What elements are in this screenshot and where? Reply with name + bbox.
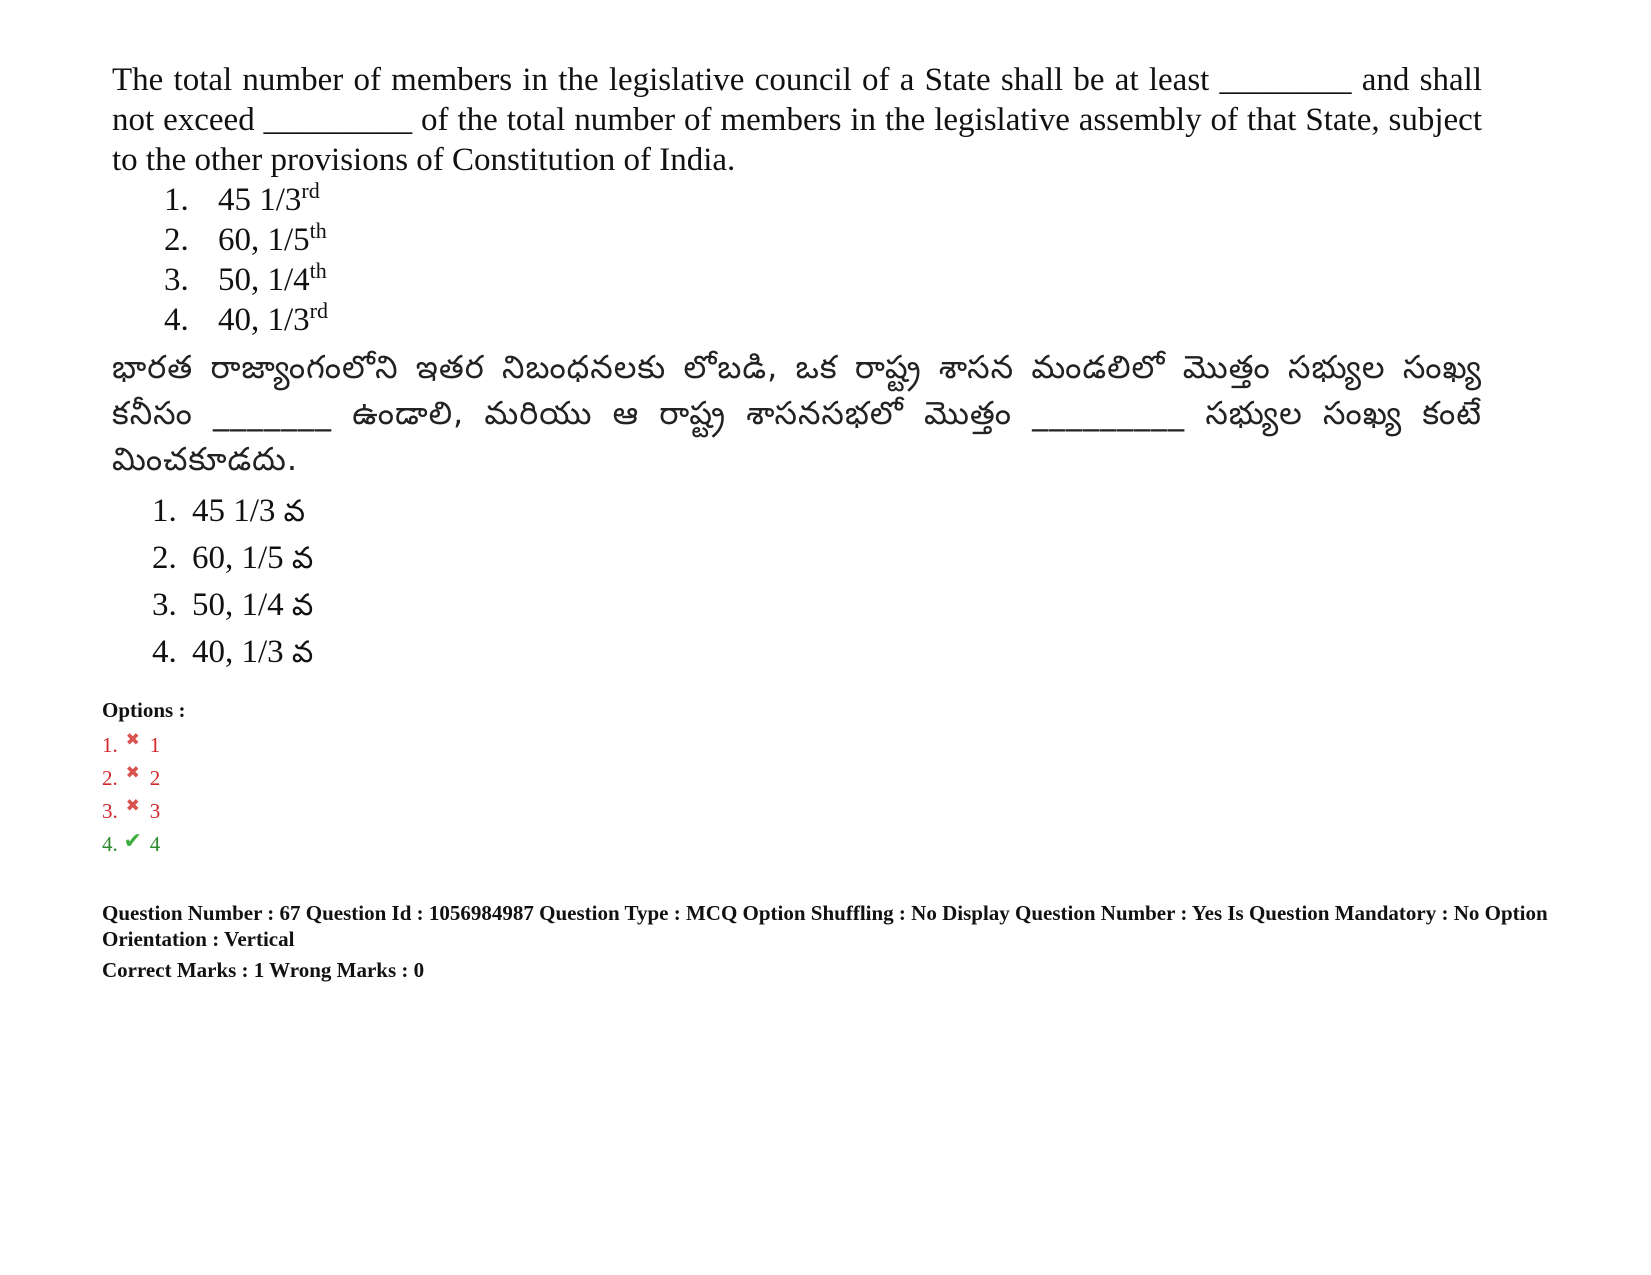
english-option: 3. 50, 1/4th	[164, 258, 327, 298]
telugu-option: 2. 60, 1/5 వ	[152, 540, 314, 576]
question-metadata	[102, 900, 1562, 983]
telugu-option: 1. 45 1/3 వ	[152, 493, 306, 529]
check-icon: ✔	[123, 829, 142, 854]
answer-option-2: 2. ✖ 2	[102, 762, 185, 795]
english-option: 4. 40, 1/3rd	[164, 298, 328, 338]
telugu-option: 4. 40, 1/3 వ	[152, 634, 314, 670]
answer-option-4: 4. ✔ 4	[102, 828, 185, 861]
english-option: 2. 60, 1/5th	[164, 218, 327, 258]
english-options-list	[112, 180, 1482, 340]
cross-icon: ✖	[125, 730, 140, 750]
answer-options	[102, 697, 185, 861]
telugu-options-list	[112, 488, 1482, 676]
question-block	[112, 60, 1482, 676]
marks-line: Correct Marks : 1 Wrong Marks : 0	[102, 958, 425, 982]
english-option: 1. 45 1/3rd	[164, 178, 320, 218]
cross-icon: ✖	[125, 763, 140, 783]
telugu-option: 3. 50, 1/4 వ	[152, 587, 314, 623]
metadata-line: Question Number : 67 Question Id : 1056984987 Question Type : MCQ Option Shuffling : No Display Question Number : Yes Is Question Mandatory : No Option Orientation : Vertical	[102, 901, 1548, 951]
cross-icon: ✖	[125, 796, 140, 816]
options-heading: Options :	[102, 698, 186, 722]
question-text-english: The total number of members in the legislative council of a State shall be at least ________ and shall not exceed _________ of the total number of members in the legislative assembly of that State, subject to the other provisions of Constitution of India.	[112, 62, 1482, 178]
answer-option-1: 1. ✖ 1	[102, 729, 185, 762]
question-text-telugu: భారత రాజ్యాంగంలోని ఇతర నిబంధనలకు లోబడి, ఒక రాష్ట్ర శాసన మండలిలో మొత్తం సభ్యుల సంఖ్య కనీసం _______ ఉండాలి, మరియు ఆ రాష్ట్ర శాసనసభలో మొత్తం _________ సభ్యుల సంఖ్య కంటే మించకూడదు.	[112, 348, 1482, 478]
answer-option-3: 3. ✖ 3	[102, 795, 185, 828]
